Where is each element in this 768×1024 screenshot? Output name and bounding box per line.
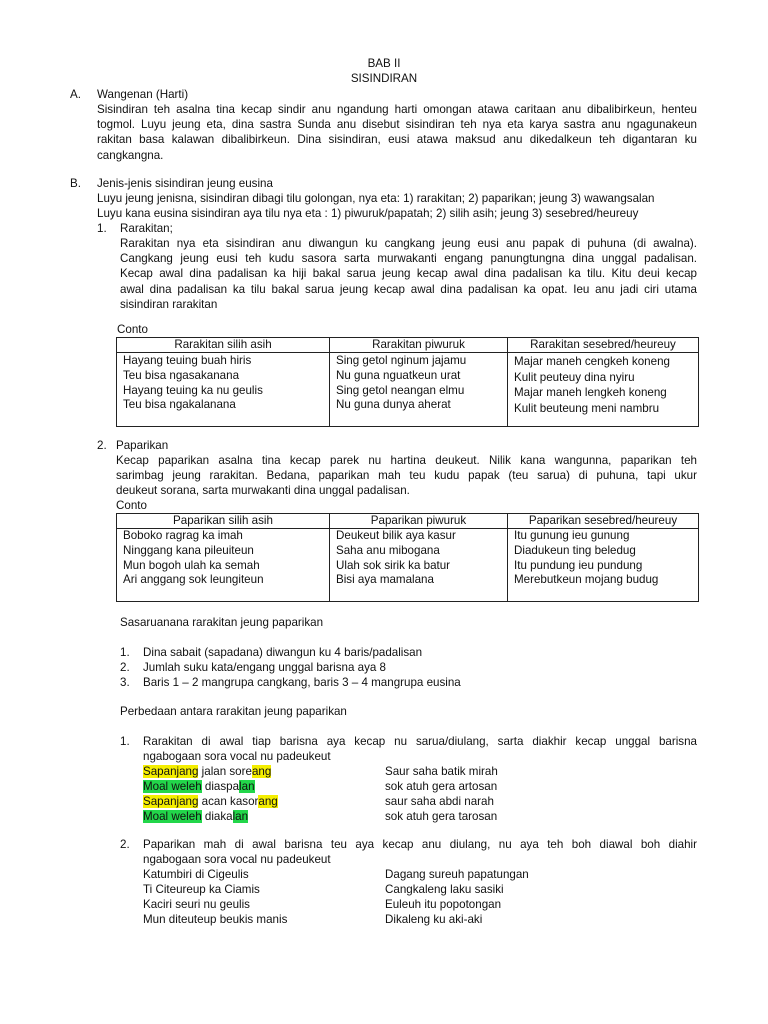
section-a-paragraph (97, 102, 697, 163)
verse-line: Teu bisa ngakalanana (123, 398, 236, 412)
table-header: Rarakitan piwuruk (330, 338, 508, 353)
verse-text: Dagang sureuh papatungan (385, 868, 529, 881)
verse-row (143, 794, 494, 809)
paparikan-example-label: Conto (116, 499, 147, 512)
table-header: Paparikan silih asih (117, 514, 330, 529)
paparikan-heading: Paparikan (116, 439, 169, 452)
section-b-heading: Jenis-jenis sisindiran jeung eusina (97, 177, 273, 190)
verse-line: Merebutkeun mojang budug (514, 573, 659, 587)
paragraph-line: rakitan basa kalawan dibalibirkeun. Dina sisindiran, eusi atawa maksud anu dikedalkeun teh digantaran ku (97, 133, 697, 147)
rarakitan-paragraph (120, 236, 697, 312)
verse-text: acan kasor (198, 795, 259, 808)
verse-line: Boboko ragrag ka imah (123, 529, 243, 542)
verse-line: Nu guna nguatkeun urat (336, 368, 461, 382)
verse-text: Mun diteuteup beukis manis (143, 913, 288, 926)
verse-text: Kaciri seuri nu geulis (143, 898, 250, 911)
list-item: Jumlah suku kata/engang unggal barisna aya 8 (143, 661, 386, 674)
verse-line: Kulit beuteung meni nambru (514, 401, 660, 415)
verse-text: sok atuh gera artosan (385, 780, 498, 793)
verse-line: Majar maneh lengkeh koneng (514, 386, 667, 399)
paragraph-line: Rarakitan di awal tiap barisna aya kecap nu sarua/diulang, sarta diakhir kecap unggal barisna (143, 735, 697, 748)
table-cell (508, 529, 699, 602)
verse-text: Katumbiri di Cigeulis (143, 868, 249, 881)
list-number: 2. (120, 838, 130, 851)
list-number: 1. (120, 646, 130, 659)
verse-line: Ninggang kana pileuiteun (123, 543, 254, 557)
section-b-marker: B. (70, 177, 81, 190)
table-cell (117, 529, 330, 602)
paragraph-line: Kecap paparikan asalna tina kecap parek nu hartina deukeut. Nilik kana wangunna, paparikan teh (116, 454, 697, 467)
verse-line: Kulit peuteuy dina nyiru (514, 370, 635, 384)
rhyme-highlight: ang (251, 765, 272, 778)
paragraph-line: deukeut sorana, sarta murwakanti dina unggal padalisan. (116, 484, 410, 498)
verse-line: Ari anggang sok leungiteun (123, 573, 264, 587)
paragraph-line: cangkangna. (97, 148, 164, 162)
repeated-word-highlight: Sapanjang (143, 795, 199, 808)
paragraph-line: togmol. Luyu jeung eta, dina sastra Sunda anu disebut sisindiran teh nya eta karya sastra anu ngagunakeun (97, 118, 697, 132)
verse-text: saur saha abdi narah (385, 795, 494, 808)
verse-text: Dikaleng ku aki-aki (385, 913, 483, 926)
paragraph-line: Rarakitan nya eta sisindiran anu diwangun ku cangkang jeung eusi anu papak di puhuna (di awalna). (120, 237, 697, 250)
verse-text: Ti Citeureup ka Ciamis (143, 883, 260, 896)
repeated-word-highlight: Moal weleh (143, 780, 202, 793)
verse-text: jalan sore (198, 765, 252, 778)
chapter-title: SISINDIRAN (350, 72, 418, 85)
verse-line: Nu guna dunya aherat (336, 398, 451, 412)
rarakitan-example-table (116, 337, 699, 427)
verse-line: Ulah sok sirik ka batur (336, 558, 451, 572)
table-cell (508, 353, 699, 427)
verse-text: diaka (201, 810, 233, 823)
verse-line: Hayang teuing buah hiris (123, 354, 252, 367)
table-header: Paparikan piwuruk (330, 514, 508, 529)
differences-heading: Perbedaan antara rarakitan jeung paparikan (120, 705, 347, 718)
chapter-number: BAB II (367, 57, 401, 70)
paragraph-line: sisindiran rarakitan (120, 297, 218, 311)
rhyme-highlight: lan (232, 810, 249, 823)
verse-text: diaspa (201, 780, 240, 793)
difference-item-2-text (143, 837, 697, 867)
paparikan-marker: 2. (97, 439, 107, 452)
section-a-marker: A. (70, 88, 81, 101)
verse-line: Majar maneh cengkeh koneng (514, 355, 670, 368)
rhyme-highlight: lan (239, 780, 255, 793)
list-item: Dina sabait (sapadana) diwangun ku 4 baris/padalisan (143, 646, 423, 659)
verse-row (143, 897, 502, 912)
rarakitan-example-label: Conto (117, 323, 148, 336)
verse-row (143, 912, 483, 927)
similarities-heading: Sasaruanana rarakitan jeung paparikan (120, 616, 324, 629)
repeated-word-highlight: Moal weleh (143, 810, 202, 823)
table-header: Paparikan sesebred/heureuy (508, 514, 699, 529)
verse-line: Bisi aya mamalana (336, 573, 434, 587)
list-item: Baris 1 – 2 mangrupa cangkang, baris 3 – 4 mangrupa eusina (143, 676, 461, 689)
verse-line: Mun bogoh ulah ka semah (123, 558, 260, 572)
rarakitan-heading: Rarakitan; (120, 222, 173, 235)
paragraph-line: Sisindiran teh asalna tina kecap sindir anu ngandung harti omongan atawa caritaan anu dibalibirkeun, henteu (97, 103, 697, 116)
verse-line: Itu gunung ieu gunung (514, 529, 630, 542)
list-number: 2. (120, 661, 130, 674)
table-header: Rarakitan silih asih (117, 338, 330, 353)
paparikan-example-table (116, 513, 699, 602)
paragraph-line: ngabogaan sora vocal nu padeukeut (143, 853, 331, 867)
verse-text: Cangkaleng laku sasiki (385, 883, 504, 896)
list-number: 3. (120, 676, 130, 689)
paragraph-line: Kecap awal dina padalisan ka hiji bakal sarua jeung kecap awal dina padalisan ka tilu. Kitu deui kecap (120, 267, 697, 281)
difference-item-1-text (143, 734, 697, 764)
section-b-line: Luyu jeung jenisna, sisindiran dibagi tilu golongan, nya eta: 1) rarakitan; 2) paparikan; jeung 3) wawangsalan (97, 192, 655, 205)
paragraph-line: Paparikan mah di awal barisna teu aya kecap anu diulang, nu aya teh boh diawal boh diahir (143, 838, 697, 851)
list-number: 1. (120, 735, 130, 748)
verse-line: Hayang teuing ka nu geulis (123, 383, 263, 397)
table-cell (330, 529, 508, 602)
verse-line: Teu bisa ngasakanana (123, 368, 240, 382)
paparikan-paragraph (116, 453, 697, 499)
paragraph-line: sarimbag jeung rarakitan. Bedana, paparikan mah teu kudu papak (teu sarua) di puhuna, tapi ukur (116, 469, 697, 483)
repeated-word-highlight: Sapanjang (143, 765, 199, 778)
verse-text: sok atuh gera tarosan (385, 810, 498, 823)
rarakitan-marker: 1. (97, 222, 107, 235)
section-b-line: Luyu kana eusina sisindiran aya tilu nya eta : 1) piwuruk/papatah; 2) silih asih; jeung 3) sesebred/heureuy (97, 207, 639, 220)
verse-row (143, 867, 529, 882)
verse-line: Diadukeun ting beledug (514, 543, 636, 557)
table-cell (330, 353, 508, 427)
verse-line: Deukeut bilik aya kasur (336, 529, 456, 542)
verse-row (143, 809, 498, 824)
verse-text: Euleuh itu popotongan (385, 898, 502, 911)
verse-row (143, 882, 504, 897)
paragraph-line: ngabogaan sora vocal nu padeukeut (143, 750, 331, 764)
verse-text: Saur saha batik mirah (385, 765, 498, 778)
verse-line: Saha anu mibogana (336, 543, 440, 557)
table-cell (117, 353, 330, 427)
verse-row (143, 764, 498, 779)
verse-line: Sing getol neangan elmu (336, 383, 465, 397)
verse-line: Itu pundung ieu pundung (514, 558, 643, 572)
rhyme-highlight: ang (258, 795, 278, 808)
paragraph-line: awal dina padalisan ka tilu bakal sarua jeung kecap awal dina padalisan ka opat. Ieu anu jadi ciri utama (120, 282, 697, 296)
verse-row (143, 779, 498, 794)
table-header: Rarakitan sesebred/heureuy (508, 338, 699, 353)
paragraph-line: Cangkang jeung eusi teh kudu sasora sarta murwakanti engang panungtungna dina unggal padalisan. (120, 252, 697, 266)
section-a-heading: Wangenan (Harti) (97, 88, 189, 101)
verse-line: Sing getol nginum jajamu (336, 354, 467, 367)
